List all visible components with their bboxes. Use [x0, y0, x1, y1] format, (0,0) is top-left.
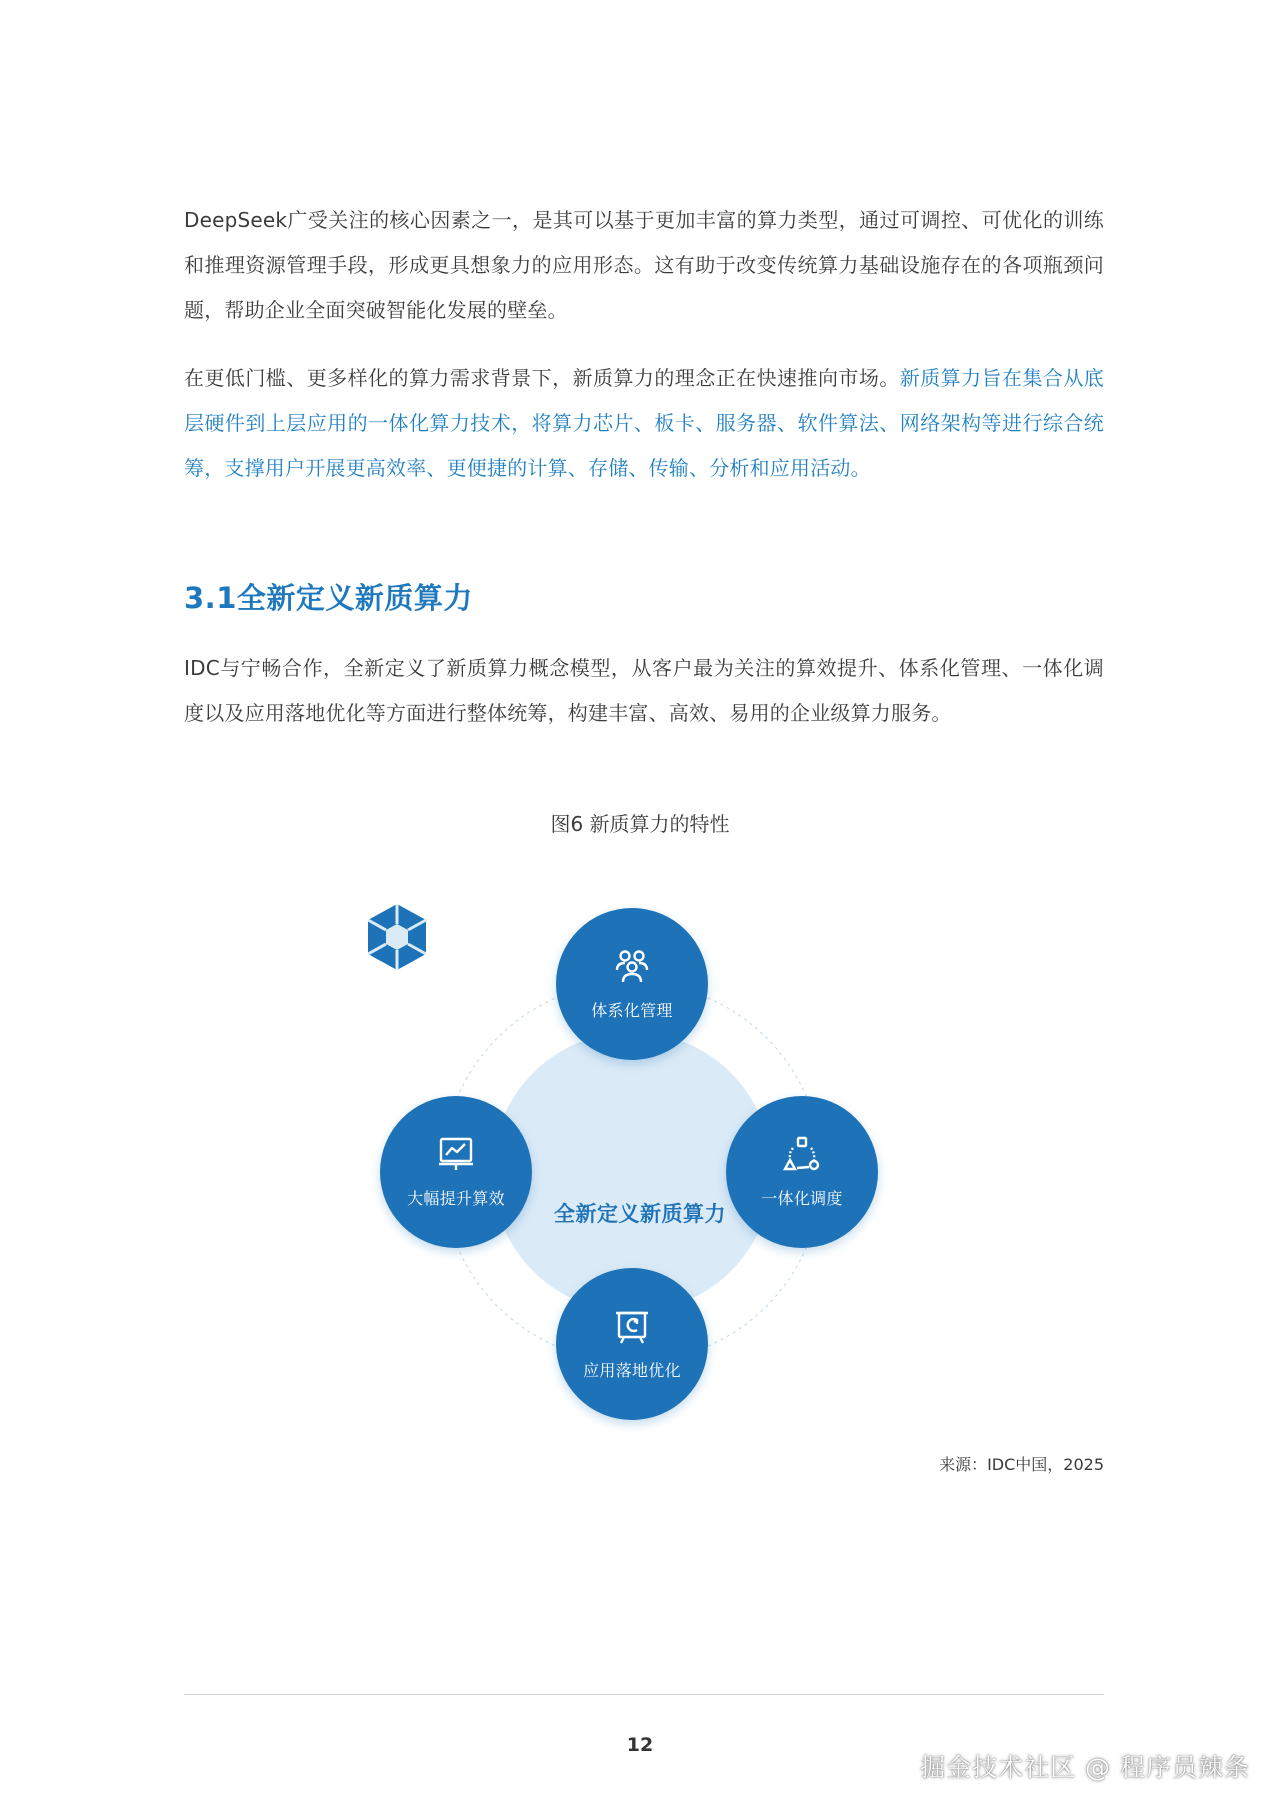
watermark: 掘金技术社区 @ 程序员辣条 [920, 1753, 1250, 1782]
figure-source: 来源：IDC中国，2025 [939, 1455, 1104, 1474]
node-label: 一体化调度 [761, 1189, 843, 1208]
page-number: 12 [626, 1734, 654, 1756]
node-label: 体系化管理 [591, 1001, 673, 1020]
node-label: 大幅提升算效 [407, 1189, 505, 1208]
app-screen-icon [612, 1306, 652, 1346]
hexagon-cube-icon [360, 900, 434, 974]
figure-caption: 图6 新质算力的特性 [550, 812, 730, 836]
footer-divider [184, 1694, 1104, 1695]
node-efficiency [380, 1096, 532, 1248]
paragraph-intro: DeepSeek广受关注的核心因素之一，是其可以基于更加丰富的算力类型，通过可调控、可优化的训练和推理资源管理手段，形成更具想象力的应用形态。这有助于改变传统算力基础设施存在的各项瓶颈问题，帮助企业全面突破智能化发展的壁垒。 [184, 208, 1104, 322]
paragraph-idc: IDC与宁畅合作，全新定义了新质算力概念模型，从客户最为关注的算效提升、体系化管理、一体化调度以及应用落地优化等方面进行整体统筹，构建丰富、高效、易用的企业级算力服务。 [184, 656, 1104, 725]
paragraph-new-compute [184, 356, 1104, 491]
section-title: 3.1全新定义新质算力 [184, 581, 473, 615]
node-system-management [556, 908, 708, 1060]
feature-diagram [360, 900, 920, 1460]
paragraph-plain-text: 在更低门槛、更多样化的算力需求背景下，新质算力的理念正在快速推向市场。 [184, 366, 900, 390]
node-unified-scheduling [726, 1096, 878, 1248]
paragraph-highlight-text: 新质算力旨在集合从底层硬件到上层应用的一体化算力技术，将算力芯片、板卡、服务器、软件算法、网络架构等进行综合统筹，支撑用户开展更高效率、更便捷的计算、存储、传输、分析和应用活动。 [184, 366, 1104, 480]
people-group-icon [612, 946, 652, 986]
node-label: 应用落地优化 [583, 1361, 681, 1380]
center-label: 全新定义新质算力 [554, 1202, 726, 1226]
network-nodes-icon [782, 1134, 822, 1174]
chart-board-icon [436, 1134, 476, 1174]
node-app-optimization [556, 1268, 708, 1420]
